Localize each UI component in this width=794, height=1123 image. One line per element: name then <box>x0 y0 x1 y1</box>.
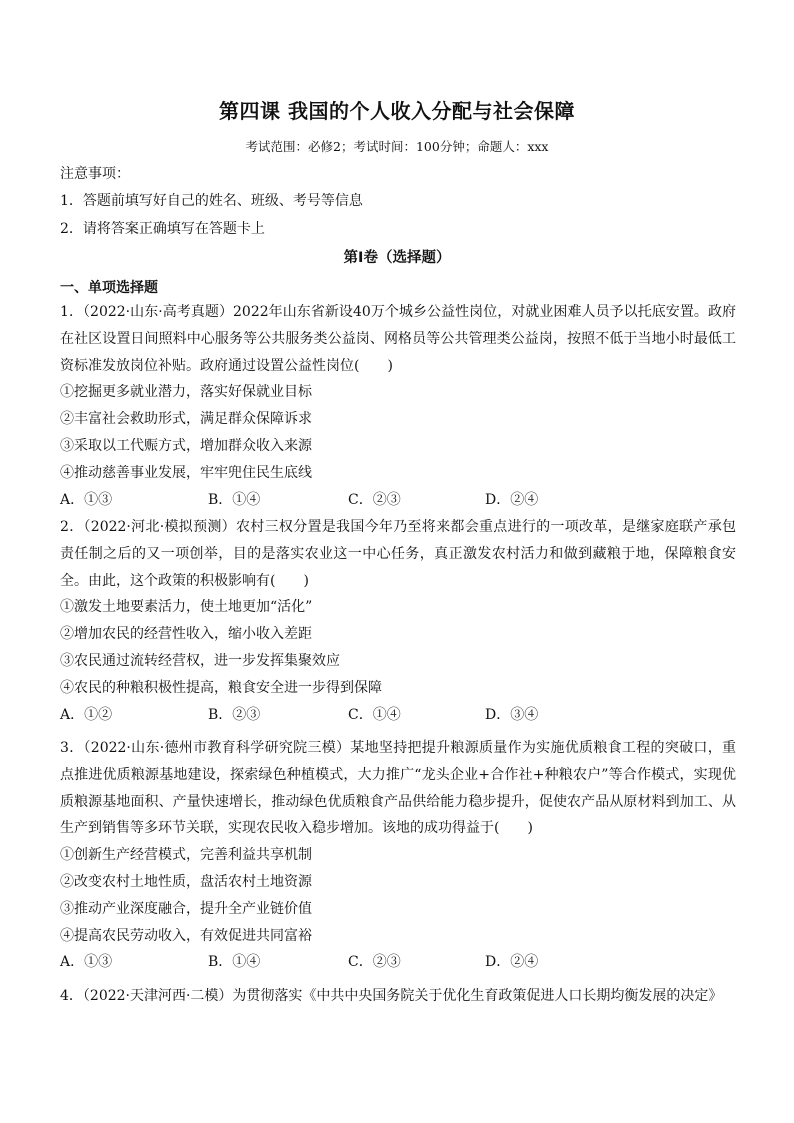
question-1 <box>60 299 736 513</box>
choice-d[interactable]: D．②④ <box>485 954 539 971</box>
statement-item: ②改变农村土地性质，盘活农村土地资源 <box>60 873 312 890</box>
question-stem: 3．（2022·山东·德州市教育科学研究院三模）某地坚持把提升粮源质量作为实施优质粮食工程的突破口，重点推进优质粮源基地建设，探索绿色种植模式，大力推广“龙头企业+合作社+种粮农户”等合作模式，实现优质粮源基地面积、产量快速增长，推动绿色优质粮食产品供给能力稳步提升，促使农产品从原材料到加工、从生产到销售等多环节关联，实现农民收入稳步增加。该地的成功得益于( ) <box>60 740 736 837</box>
choice-a[interactable]: A．①③ <box>60 954 113 971</box>
statement-item: ①创新生产经营模式，完善利益共享机制 <box>60 847 312 864</box>
choice-a[interactable]: A．①② <box>60 706 113 723</box>
choice-b[interactable]: B．①④ <box>208 491 261 508</box>
statement-item: ③农民通过流转经营权，进一步发挥集聚效应 <box>60 652 340 669</box>
statement-item: ②增加农民的经营性收入，缩小收入差距 <box>60 626 312 643</box>
choice-c[interactable]: C．②③ <box>348 491 401 508</box>
exam-info: 考试范围：必修2；考试时间：100分钟；命题人：xxx <box>245 139 549 154</box>
choice-b[interactable]: B．②③ <box>208 706 261 723</box>
question-4 <box>60 983 736 1010</box>
choice-b[interactable]: B．①④ <box>208 954 261 971</box>
statement-item: ④推动慈善事业发展，牢牢兜住民生底线 <box>60 464 312 481</box>
statement-item: ④农民的种粮积极性提高，粮食安全进一步得到保障 <box>60 679 382 696</box>
question-stem: 1．（2022·山东·高考真题）2022年山东省新设40万个城乡公益性岗位，对就业困难人员予以托底安置。政府在社区设置日间照料中心服务等公共服务类公益岗、网格员等公共管理类公益岗，按照不低于当地小时最低工资标准发放岗位补贴。政府通过设置公益性岗位( ) <box>60 304 736 374</box>
notice-item: 2．请将答案正确填写在答题卡上 <box>60 221 265 237</box>
answer-choices <box>60 487 736 514</box>
notice-item: 1．答题前填写好自己的姓名、班级、考号等信息 <box>60 193 363 209</box>
statement-item: ③采取以工代赈方式，增加群众收入来源 <box>60 437 312 454</box>
choice-a[interactable]: A．①③ <box>60 491 113 508</box>
choice-c[interactable]: C．②③ <box>348 954 401 971</box>
statement-item: ③推动产业深度融合，提升全产业链价值 <box>60 900 312 917</box>
answer-choices <box>60 702 736 729</box>
statement-item: ①挖掘更多就业潜力，落实好保就业目标 <box>60 384 312 401</box>
choice-c[interactable]: C．①④ <box>348 706 401 723</box>
statement-item: ②丰富社会救助形式，满足群众保障诉求 <box>60 411 312 428</box>
question-stem: 4．（2022·天津河西·二模）为贯彻落实《中共中央国务院关于优化生育政策促进人口长期均衡发展的决定》 <box>60 988 723 1004</box>
page-title: 第四课 我国的个人收入分配与社会保障 <box>219 99 575 123</box>
volume-heading: 第I卷（选择题） <box>343 250 451 266</box>
section-heading: 一、单项选择题 <box>60 280 158 296</box>
choice-d[interactable]: D．③④ <box>485 706 539 723</box>
statement-item: ①激发土地要素活力，使土地更加“活化” <box>60 599 313 616</box>
notice-heading: 注意事项： <box>60 166 130 182</box>
statement-item: ④提高农民劳动收入，有效促进共同富裕 <box>60 927 312 944</box>
question-2 <box>60 514 736 728</box>
answer-choices <box>60 949 736 976</box>
question-3 <box>60 735 736 976</box>
question-stem: 2．（2022·河北·模拟预测）农村三权分置是我国今年乃至将来都会重点进行的一项改革，是继家庭联产承包责任制之后的又一项创举，目的是落实农业这一中心任务，真正激发农村活力和做到藏粮于地，保障粮食安全。由此，这个政策的积极影响有( ) <box>60 519 736 589</box>
choice-d[interactable]: D．②④ <box>485 491 539 508</box>
